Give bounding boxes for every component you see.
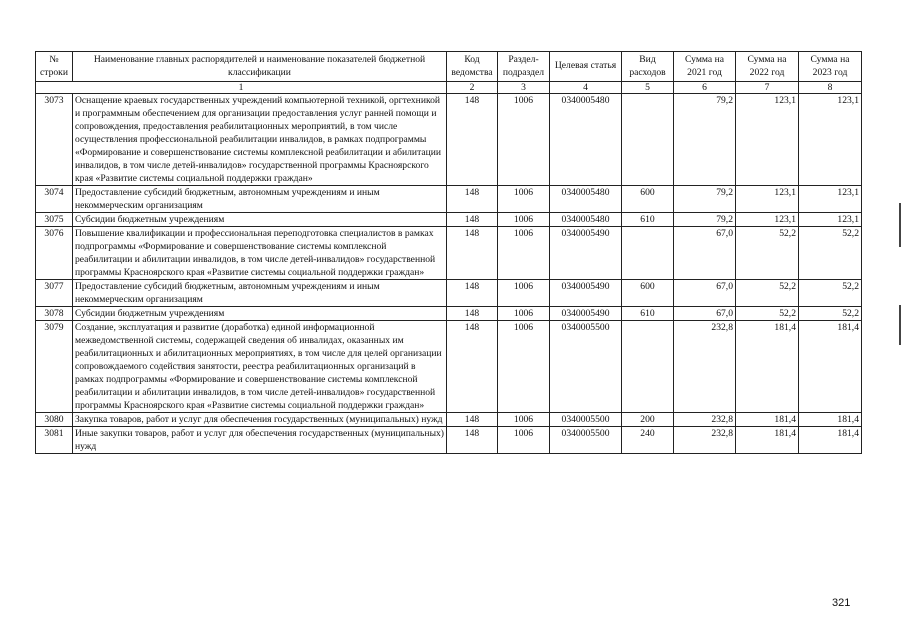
row-sum-2021: 67,0 [674,227,736,280]
table-row [36,307,862,321]
table-row [36,94,862,186]
row-sum-2023: 181,4 [799,413,862,427]
row-department-code: 148 [447,213,498,227]
col-number-1: 1 [36,82,447,94]
row-department-code: 148 [447,227,498,280]
header-section: Раздел-подраздел [498,52,550,82]
row-sum-2022: 52,2 [736,307,799,321]
row-number: 3078 [36,307,73,321]
row-sum-2021: 79,2 [674,186,736,213]
table-row [36,413,862,427]
row-sum-2023: 123,1 [799,186,862,213]
table-row [36,427,862,454]
row-section: 1006 [498,413,550,427]
row-sum-2023: 181,4 [799,321,862,413]
table-row [36,227,862,280]
margin-mark [899,203,901,247]
row-expense-type: 240 [622,427,674,454]
column-number-row [36,82,862,94]
row-department-code: 148 [447,427,498,454]
header-sum-2022: Сумма на 2022 год [736,52,799,82]
row-department-code: 148 [447,413,498,427]
header-name: Наименование главных распорядителей и наименование показателей бюджетной классификации [73,52,447,82]
header-department-code: Код ведомства [447,52,498,82]
row-sum-2021: 79,2 [674,213,736,227]
row-department-code: 148 [447,280,498,307]
row-name: Предоставление субсидий бюджетным, автономным учреждениям и иным некоммерческим организациям [73,186,447,213]
col-number-6: 6 [674,82,736,94]
row-sum-2021: 79,2 [674,94,736,186]
row-name: Создание, эксплуатация и развитие (доработка) единой информационной межведомственной системы, содержащей сведения об инвалидах, оказанных им реабилитационных и абилитационных мероприятиях, в том числе для целей организации сопровождаемого содействия занятости, реестра реабилитационных организаций в рамках подпрограммы «Формирование и совершенствование системы комплексной реабилитации и абилитации инвалидов, в том числе детей-инвалидов» государственной программы Красноярского края «Развитие системы социальной поддержки граждан» [73,321,447,413]
row-sum-2022: 52,2 [736,227,799,280]
row-name: Иные закупки товаров, работ и услуг для обеспечения государственных (муниципальных) нужд [73,427,447,454]
row-target-article: 0340005480 [550,94,622,186]
row-sum-2022: 52,2 [736,280,799,307]
row-sum-2022: 181,4 [736,427,799,454]
row-target-article: 0340005490 [550,307,622,321]
row-sum-2022: 123,1 [736,94,799,186]
row-section: 1006 [498,94,550,186]
margin-mark [899,305,901,345]
header-sum-2021: Сумма на 2021 год [674,52,736,82]
row-expense-type: 600 [622,280,674,307]
row-number: 3079 [36,321,73,413]
row-number: 3073 [36,94,73,186]
col-number-7: 7 [736,82,799,94]
row-target-article: 0340005480 [550,213,622,227]
table-row [36,186,862,213]
row-name: Субсидии бюджетным учреждениям [73,213,447,227]
row-sum-2022: 181,4 [736,321,799,413]
row-section: 1006 [498,427,550,454]
row-number: 3077 [36,280,73,307]
row-section: 1006 [498,307,550,321]
row-expense-type [622,94,674,186]
header-expense-type: Вид расходов [622,52,674,82]
row-sum-2023: 123,1 [799,213,862,227]
table-row [36,213,862,227]
row-sum-2023: 52,2 [799,227,862,280]
row-sum-2023: 52,2 [799,280,862,307]
row-sum-2023: 123,1 [799,94,862,186]
page-number: 321 [832,597,851,609]
row-sum-2023: 52,2 [799,307,862,321]
row-sum-2021: 67,0 [674,280,736,307]
row-department-code: 148 [447,94,498,186]
row-department-code: 148 [447,307,498,321]
row-number: 3075 [36,213,73,227]
row-department-code: 148 [447,321,498,413]
row-sum-2022: 123,1 [736,186,799,213]
table-row [36,321,862,413]
row-section: 1006 [498,213,550,227]
row-expense-type: 610 [622,213,674,227]
row-sum-2022: 181,4 [736,413,799,427]
row-expense-type [622,227,674,280]
row-number: 3076 [36,227,73,280]
row-expense-type: 600 [622,186,674,213]
col-number-3: 3 [498,82,550,94]
row-number: 3074 [36,186,73,213]
row-department-code: 148 [447,186,498,213]
row-name: Оснащение краевых государственных учреждений компьютерной техникой, оргтехникой и программным обеспечением для организации предоставления услуг ранней помощи и сопровождения, предоставления реабилитационных мероприятий, в том числе осуществления профессиональной реабилитации инвалидов, в рамках подпрограммы «Формирование и совершенствование системы комплексной реабилитации и абилитации инвалидов, в том числе детей-инвалидов» государственной программы Красноярского края «Развитие системы социальной поддержки граждан» [73,94,447,186]
row-name: Субсидии бюджетным учреждениям [73,307,447,321]
row-sum-2021: 232,8 [674,413,736,427]
row-section: 1006 [498,186,550,213]
col-number-2: 2 [447,82,498,94]
col-number-4: 4 [550,82,622,94]
header-sum-2023: Сумма на 2023 год [799,52,862,82]
row-section: 1006 [498,321,550,413]
row-expense-type: 610 [622,307,674,321]
row-target-article: 0340005500 [550,321,622,413]
row-number: 3081 [36,427,73,454]
row-sum-2021: 232,8 [674,321,736,413]
row-target-article: 0340005480 [550,186,622,213]
row-target-article: 0340005500 [550,427,622,454]
row-section: 1006 [498,280,550,307]
row-name: Закупка товаров, работ и услуг для обеспечения государственных (муниципальных) нужд [73,413,447,427]
col-number-5: 5 [622,82,674,94]
row-number: 3080 [36,413,73,427]
row-sum-2022: 123,1 [736,213,799,227]
header-row-number: № строки [36,52,73,82]
row-expense-type [622,321,674,413]
row-sum-2021: 232,8 [674,427,736,454]
row-target-article: 0340005490 [550,227,622,280]
budget-table [35,51,862,454]
row-target-article: 0340005490 [550,280,622,307]
row-expense-type: 200 [622,413,674,427]
row-name: Повышение квалификации и профессиональная переподготовка специалистов в рамках подпрограммы «Формирование и совершенствование системы комплексной реабилитации и абилитации инвалидов, в том числе детей-инвалидов» государственной программы Красноярского края «Развитие системы социальной поддержки граждан» [73,227,447,280]
row-sum-2021: 67,0 [674,307,736,321]
col-number-8: 8 [799,82,862,94]
table-row [36,280,862,307]
row-sum-2023: 181,4 [799,427,862,454]
header-target-article: Целевая статья [550,52,622,82]
row-section: 1006 [498,227,550,280]
row-target-article: 0340005500 [550,413,622,427]
row-name: Предоставление субсидий бюджетным, автономным учреждениям и иным некоммерческим организациям [73,280,447,307]
